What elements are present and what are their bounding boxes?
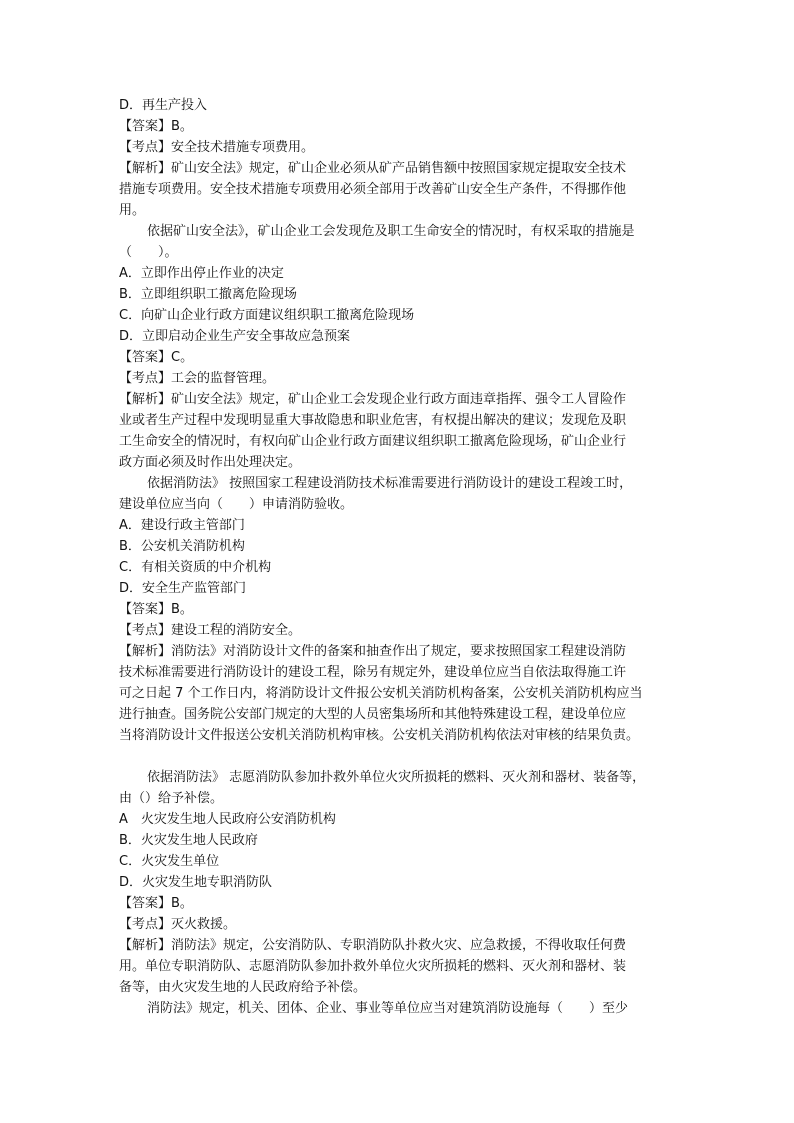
text-line: 依据消防法》 按照国家工程建设消防技术标准需要进行消防设计的建设工程竣工时， — [147, 476, 633, 491]
text-line: （ ）。 — [119, 245, 178, 260]
text-line: 【答案】B。 — [119, 119, 193, 134]
text-line: A．立即作出停止作业的决定 — [119, 266, 284, 281]
text-line: 【解析】消防法》规定，公安消防队、专职消防队扑救火灾、应急救援，不得收取任何费 — [119, 938, 627, 953]
text-line: D．立即启动企业生产安全事故应急预案 — [119, 329, 351, 344]
text-line: A 火灾发生地人民政府公安消防机构 — [119, 812, 336, 827]
text-line: 【考点】建设工程的消防安全。 — [119, 623, 302, 638]
text-line: 进行抽查。国务院公安部门规定的大型的人员密集场所和其他特殊建设工程，建设单位应 — [119, 707, 627, 722]
text-line: 【答案】B。 — [119, 602, 193, 617]
text-line: B．立即组织职工撤离危险现场 — [119, 287, 297, 302]
text-line: A．建设行政主管部门 — [119, 518, 245, 533]
text-line: 用。 — [119, 203, 146, 218]
text-line: 【答案】C。 — [119, 350, 194, 365]
text-line: 【解析】矿山安全法》规定，矿山企业工会发现企业行政方面违章指挥、强令工人冒险作 — [119, 392, 627, 407]
text-line: 【考点】灭火救援。 — [119, 917, 237, 932]
text-line: 【考点】安全技术措施专项费用。 — [119, 140, 315, 155]
text-line: B．火灾发生地人民政府 — [119, 833, 258, 848]
text-line: B．公安机关消防机构 — [119, 539, 245, 554]
text-line: 依据消防法》 志愿消防队参加扑救外单位火灾所损耗的燃料、灭火剂和器材、装备等， — [147, 770, 646, 785]
text-line: C．火灾发生单位 — [119, 854, 220, 869]
text-line: 可之日起 7 个工作日内，将消防设计文件报公安机关消防机构备案，公安机关消防机构应当 — [119, 686, 643, 701]
text-line: 建设单位应当向（ ）申请消防验收。 — [119, 497, 354, 512]
text-line: 【考点】工会的监督管理。 — [119, 371, 276, 386]
document-body — [119, 95, 681, 1019]
text-line: D．火灾发生地专职消防队 — [119, 875, 273, 890]
blank-line — [119, 746, 681, 767]
text-line: 备等，由火灾发生地的人民政府给予补偿。 — [119, 980, 367, 995]
text-line: 【解析】矿山安全法》规定，矿山企业必须从矿产品销售额中按照国家规定提取安全技术 — [119, 161, 627, 176]
text-line: 用。单位专职消防队、志愿消防队参加扑救外单位火灾所损耗的燃料、灭火剂和器材、装 — [119, 959, 627, 974]
text-line: 消防法》规定，机关、团体、企业、事业等单位应当对建筑消防设施每（ ）至少 — [147, 1001, 629, 1016]
text-line: 依据矿山安全法》，矿山企业工会发现危及职工生命安全的情况时，有权采取的措施是 — [147, 224, 635, 239]
text-line: 【解析】消防法》对消防设计文件的备案和抽查作出了规定，要求按照国家工程建设消防 — [119, 644, 627, 659]
text-line: D．安全生产监管部门 — [119, 581, 247, 596]
text-line: 政方面必须及时作出处理决定。 — [119, 455, 302, 470]
text-line: 措施专项费用。安全技术措施专项费用必须全部用于改善矿山安全生产条件，不得挪作他 — [119, 182, 627, 197]
text-line: 当将消防设计文件报送公安机关消防机构审核。公安机关消防机构依法对审核的结果负责。 — [119, 728, 640, 743]
text-line: 【答案】B。 — [119, 896, 193, 911]
text-line: D．再生产投入 — [119, 98, 208, 113]
text-line: 由（）给予补偿。 — [119, 791, 224, 806]
text-line: C．有相关资质的中介机构 — [119, 560, 272, 575]
text-line: 技术标准需要进行消防设计的建设工程，除另有规定外，建设单位应当自依法取得施工许 — [119, 665, 627, 680]
text-line: 工生命安全的情况时，有权向矿山企业行政方面建议组织职工撤离危险现场，矿山企业行 — [119, 434, 627, 449]
text-line: C．向矿山企业行政方面建议组织职工撤离危险现场 — [119, 308, 415, 323]
text-line: 业或者生产过程中发现明显重大事故隐患和职业危害，有权提出解决的建议；发现危及职 — [119, 413, 627, 428]
